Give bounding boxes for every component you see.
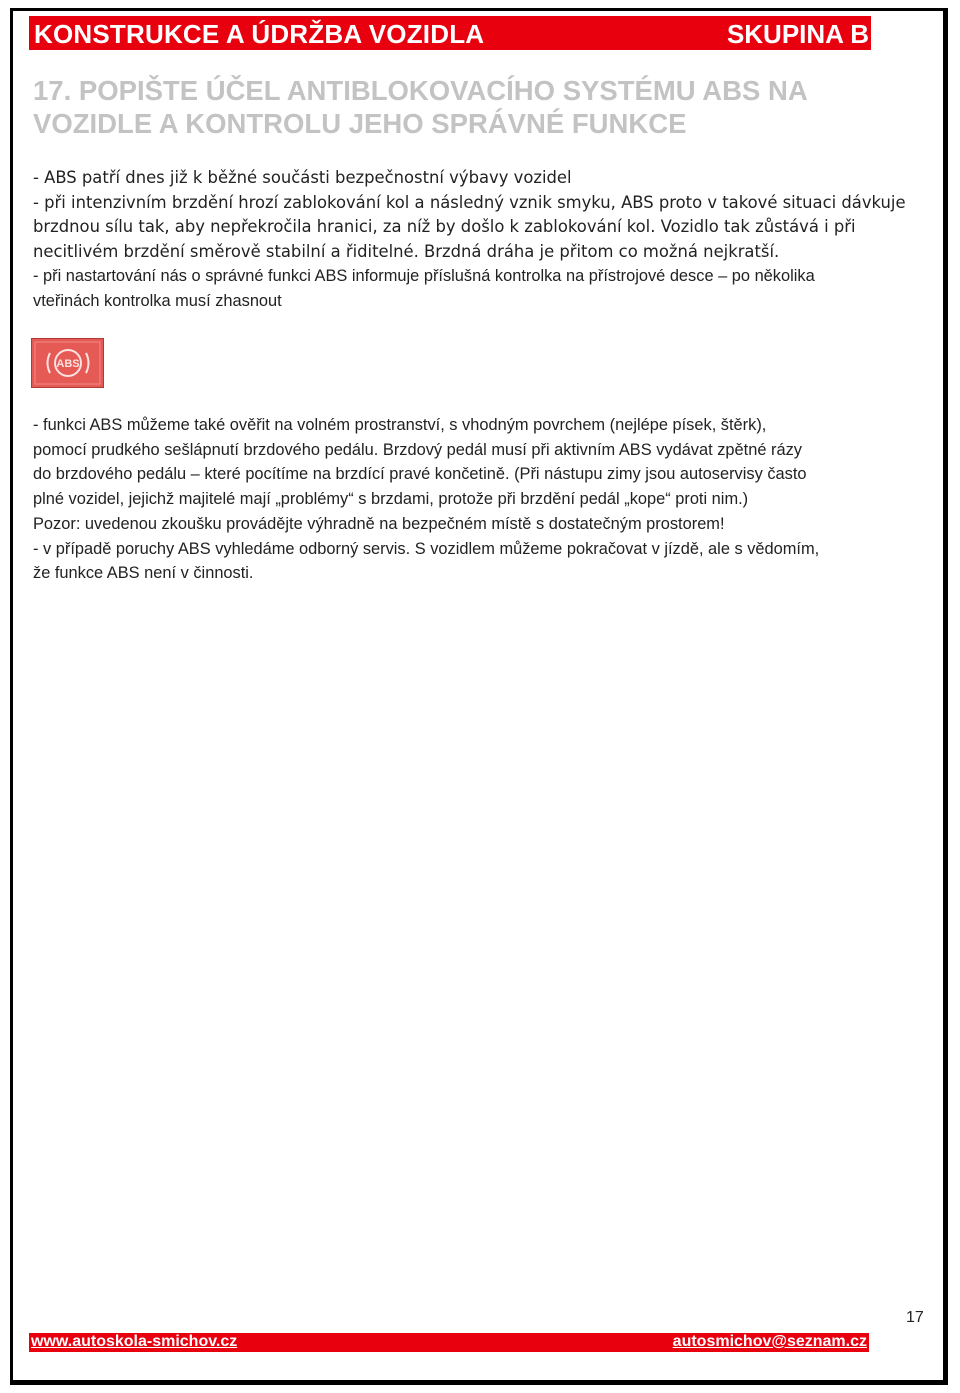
abs-warning-light-icon	[31, 338, 104, 388]
footer-bar	[29, 1333, 869, 1352]
paragraph-abs-purpose	[33, 166, 923, 265]
text-line: - funkci ABS můžeme také ověřit na volném prostranství, s vhodným povrchem (nejlépe písek, štěrk),	[33, 416, 767, 434]
text-line: - při nastartování nás o správné funkci ABS informuje příslušná kontrolka na přístrojové desce – po několika	[33, 267, 815, 285]
website-link[interactable]: www.autoskola-smichov.cz	[31, 1333, 238, 1350]
page-number: 17	[906, 1309, 924, 1326]
text-line: plné vozidel, jejichž majitelé mají „problémy“ s brzdami, protože při brzdění pedál „kope“ proti nim.)	[33, 490, 749, 509]
paragraph-warning-light	[33, 264, 923, 313]
header-bar	[29, 16, 871, 50]
text-line: Pozor: uvedenou zkoušku provádějte výhradně na bezpečném místě s dostatečným prostorem!	[33, 514, 725, 533]
text-line: necitlivém brzdění směrově stabilní a řiditelné. Brzdná dráha je přitom co možná nejkratší.	[33, 242, 780, 262]
text-line: pomocí prudkého sešlápnutí brzdového pedálu. Brzdový pedál musí při aktivním ABS vydávat zpětné rázy	[33, 440, 802, 459]
text-line: brzdnou sílu tak, aby nepřekročila hranici, za níž by došlo k zablokování kol. Vozidlo tak zůstává i při	[33, 217, 856, 237]
section-title	[33, 74, 873, 140]
header-group: SKUPINA B	[726, 19, 869, 49]
title-line-1: 17. POPIŠTE ÚČEL ANTIBLOKOVACÍHO SYSTÉMU ABS NA	[33, 75, 808, 106]
text-line: - při intenzivním brzdění hrozí zablokování kol a následný vznik smyku, ABS proto v takové situaci dávkuje	[33, 192, 906, 212]
abs-symbol-icon	[32, 339, 103, 387]
text-line: - ABS patří dnes již k běžné součásti bezpečnostní výbavy vozidel	[33, 168, 572, 187]
email-link[interactable]: autosmichov@seznam.cz	[672, 1333, 867, 1350]
paragraph-abs-test	[33, 413, 923, 586]
text-line: že funkce ABS není v činnosti.	[33, 564, 254, 583]
text-line: - v případě poruchy ABS vyhledáme odborný servis. S vozidlem můžeme pokračovat v jízdě, ale s vědomím,	[33, 539, 820, 558]
title-line-2: VOZIDLE A KONTROLU JEHO SPRÁVNÉ FUNKCE	[33, 108, 687, 139]
text-line: do brzdového pedálu – které pocítíme na brzdící pravé končetině. (Při nástupu zimy jsou autoservisy často	[33, 465, 807, 484]
text-line: vteřinách kontrolka musí zhasnout	[33, 291, 282, 310]
abs-icon-label: ABS	[56, 358, 80, 370]
header-title: KONSTRUKCE A ÚDRŽBA VOZIDLA	[34, 19, 485, 49]
